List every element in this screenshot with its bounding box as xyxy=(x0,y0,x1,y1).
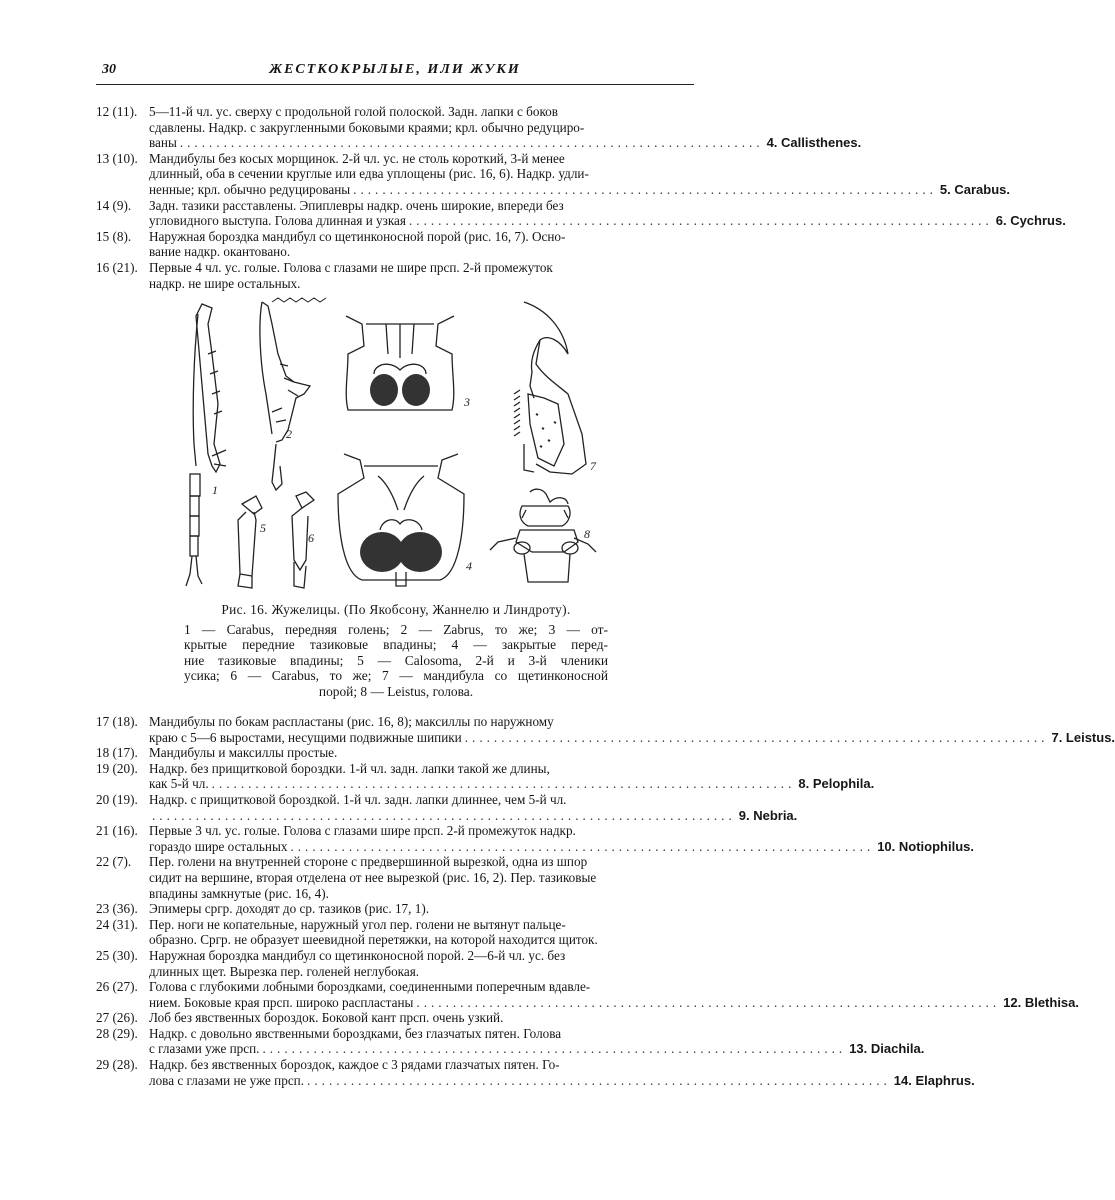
entry-number: 15 (8). xyxy=(96,228,132,244)
key-entry xyxy=(96,745,694,761)
entry-line: надкр. не шире остальных. xyxy=(149,275,301,291)
entry-text xyxy=(149,150,1010,198)
key-entry xyxy=(96,229,694,260)
entry-line: сдавлены. Надкр. с закругленными боковыми краями; крл. обычно редуциро- xyxy=(149,119,585,135)
entry-leader-text: с глазами уже прсп. xyxy=(149,1041,260,1057)
dot-leader: ................................................................................ xyxy=(307,1072,891,1088)
key-entry xyxy=(96,150,1010,198)
caption-line: крытые передние тазиковые впадины; 4 — закрытые перед- xyxy=(184,637,608,653)
entry-text xyxy=(149,823,974,854)
entry-leader-line xyxy=(149,838,974,855)
entry-text xyxy=(149,901,694,917)
entry-line: Пер. голени на внутренней стороне с предвершинной вырезкой, одна из шпор xyxy=(149,854,588,870)
entry-text xyxy=(149,1010,694,1026)
figure-label-7: 7 xyxy=(590,459,596,473)
entry-number: 14 (9). xyxy=(96,197,132,213)
entry-number: 28 (29). xyxy=(96,1025,138,1041)
page-header xyxy=(96,62,694,82)
genus-name: 6. Cychrus. xyxy=(995,213,1066,229)
entry-number: 20 (19). xyxy=(96,791,138,807)
figure-label-5: 5 xyxy=(260,521,266,535)
entry-line: Пер. ноги не копательные, наружный угол пер. голени не вытянут пальце- xyxy=(149,916,566,932)
key-entry xyxy=(96,948,694,979)
key-entry xyxy=(96,197,1066,229)
drawing-7-mandible xyxy=(514,302,586,474)
entry-line: Эпимеры сргр. доходят до ср. тазиков (рис. 17, 1). xyxy=(149,901,430,917)
entry-line: 5—11-й чл. ус. сверху с продольной голой полоской. Задн. лапки с боков xyxy=(149,104,559,119)
entry-leader-line xyxy=(149,1041,925,1057)
entry-line: Мандибулы по бокам распластаны (рис. 16, 8); максиллы по наружному xyxy=(149,714,554,729)
dot-leader: ................................................................................ xyxy=(408,213,993,229)
entry-line: образно. Сргр. не образует шеевидной перетяжки, на которой находится щиток. xyxy=(149,932,598,948)
entry-line: Мандибулы без косых морщинок. 2-й чл. ус. не столь короткий, 3-й менее xyxy=(149,150,565,166)
key-entries-top xyxy=(96,104,1066,291)
genus-name: 8. Pelophila. xyxy=(798,776,875,792)
genus-name: 9. Nebria. xyxy=(738,807,798,823)
entry-number: 18 (17). xyxy=(96,745,138,761)
entry-leader-line xyxy=(149,994,1080,1011)
dot-leader: ................................................................................ xyxy=(152,807,736,823)
caption-line: порой; 8 — Leistus, голова. xyxy=(318,683,474,699)
entry-number: 22 (7). xyxy=(96,854,132,870)
drawing-8-leistus-head xyxy=(490,489,596,582)
entry-text xyxy=(149,760,875,792)
dot-leader: ................................................................................ xyxy=(416,994,1001,1010)
entry-line: Наружная бороздка мандибул со щетинконосной порой (рис. 16, 7). Осно- xyxy=(149,228,566,244)
entry-line: Надкр. с прищитковой бороздкой. 1-й чл. задн. лапки длиннее, чем 5-й чл. xyxy=(149,791,567,807)
dot-leader: ................................................................................ xyxy=(290,838,875,854)
entry-line: Первые 4 чл. ус. голые. Голова с глазами не шире прсп. 2-й промежуток xyxy=(149,259,553,275)
entry-leader-line xyxy=(149,181,1010,198)
caption-line: усика; 6 — Carabus, то же; 7 — мандибула со щетинконосной xyxy=(184,668,608,684)
entry-number: 17 (18). xyxy=(96,714,138,729)
entry-number: 13 (10). xyxy=(96,150,138,166)
key-entry xyxy=(96,901,694,917)
figure-16 xyxy=(168,294,623,598)
figure-caption-title: Рис. 16. Жужелицы. (По Якобсону, Жаннелю и Линдроту). xyxy=(221,602,571,617)
entry-line: длинный, оба в сечении круглые или едва уплощены (рис. 16, 6). Надкр. удли- xyxy=(149,166,589,182)
entry-text xyxy=(149,229,694,260)
figure-16-drawing xyxy=(168,294,623,598)
entry-leader-line xyxy=(149,807,798,824)
entry-line: Голова с глубокими лобными бороздками, соединенными поперечным вдавле- xyxy=(149,979,591,995)
entry-leader-line xyxy=(149,729,1115,746)
entry-number: 27 (26). xyxy=(96,1010,138,1026)
drawing-5-calosoma-antenna xyxy=(238,496,262,588)
entry-number: 26 (27). xyxy=(96,979,138,995)
entry-line: вание надкр. окантовано. xyxy=(149,244,291,260)
page-number: 30 xyxy=(102,62,116,77)
entry-leader-text: угловидного выступа. Голова длинная и узкая xyxy=(149,213,406,229)
key-entry xyxy=(96,979,1080,1010)
entry-text xyxy=(149,1025,925,1057)
entry-number: 21 (16). xyxy=(96,823,138,839)
entry-number: 25 (30). xyxy=(96,947,138,963)
entry-line: Надкр. без прищитковой бороздки. 1-й чл. задн. лапки такой же длины, xyxy=(149,760,550,776)
entry-text xyxy=(149,104,862,151)
running-title: ЖЕСТКОКРЫЛЫЕ, ИЛИ ЖУКИ xyxy=(269,62,521,77)
entry-text xyxy=(149,1057,975,1088)
key-entry xyxy=(96,823,974,854)
genus-name: 13. Diachila. xyxy=(849,1041,925,1057)
entry-line: впадины замкнутые (рис. 16, 4). xyxy=(149,885,329,901)
entry-text xyxy=(149,745,694,761)
figure-label-4: 4 xyxy=(466,559,472,573)
genus-name: 4. Callisthenes. xyxy=(766,135,862,151)
entry-leader-text: как 5-й чл. xyxy=(149,776,209,792)
dot-leader: ................................................................................ xyxy=(211,776,796,792)
entry-leader-line xyxy=(149,776,875,792)
header-rule xyxy=(96,84,694,85)
entry-leader-line xyxy=(149,1072,975,1089)
key-entry xyxy=(96,1010,694,1026)
key-entry xyxy=(96,104,862,151)
entry-text xyxy=(149,917,694,948)
entry-line: длинных щет. Вырезка пер. голеней неглубокая. xyxy=(149,963,420,979)
entry-line: Лоб без явственных бороздок. Боковой кант прсп. очень узкий. xyxy=(149,1010,504,1026)
drawing-3-open-coxal-cavities xyxy=(346,316,454,410)
entry-line: Задн. тазики расставлены. Эпиплевры надкр. очень широкие, впереди без xyxy=(149,197,564,213)
entry-number: 19 (20). xyxy=(96,760,138,776)
entry-leader-text: лова с глазами не уже прсп. xyxy=(149,1072,305,1088)
figure-label-8: 8 xyxy=(584,527,590,541)
key-entry xyxy=(96,917,694,948)
drawing-4-closed-coxal-cavities xyxy=(338,454,464,586)
key-entry xyxy=(96,1025,925,1057)
entry-text xyxy=(149,948,694,979)
genus-name: 14. Elaphrus. xyxy=(893,1072,975,1088)
entry-number: 29 (28). xyxy=(96,1057,138,1073)
entry-number: 12 (11). xyxy=(96,104,138,119)
figure-label-1: 1 xyxy=(212,483,218,497)
entry-line: Наружная бороздка мандибул со щетинконосной порой. 2—6-й чл. ус. без xyxy=(149,947,566,963)
entry-leader-text: краю с 5—6 выростами, несущими подвижные шипики xyxy=(149,729,462,745)
figure-label-6: 6 xyxy=(308,531,314,545)
drawing-1-carabus-tibia xyxy=(186,304,226,586)
entry-text xyxy=(149,979,1080,1010)
entry-line: Надкр. без явственных бороздок, каждое с 3 рядами глазчатых пятен. Го- xyxy=(149,1057,560,1073)
entry-number: 24 (31). xyxy=(96,916,138,932)
dot-leader: ................................................................................ xyxy=(353,181,937,197)
key-entry xyxy=(96,1057,975,1088)
caption-line: ние тазиковые впадины; 5 — Calosoma, 2-й и 3-й членики xyxy=(184,652,608,668)
figure-label-2: 2 xyxy=(286,427,292,441)
entry-leader-text: нием. Боковые края прсп. широко распластаны xyxy=(149,994,414,1010)
drawing-2-zabrus-tibia xyxy=(260,298,326,490)
dot-leader: ................................................................................ xyxy=(262,1041,847,1057)
entry-line: сидит на вершине, вторая отделена от нее вырезкой (рис. 16, 2). Пер. тазиковые xyxy=(149,869,597,885)
entry-line: Надкр. с довольно явственными бороздками, без глазчатых пятен. Голова xyxy=(149,1025,562,1041)
key-entry xyxy=(96,854,694,901)
dot-leader: ................................................................................ xyxy=(179,135,764,151)
caption-line: 1 — Carabus, передняя голень; 2 — Zabrus, то же; 3 — от- xyxy=(184,621,608,637)
entry-number: 16 (21). xyxy=(96,259,138,275)
key-entry xyxy=(96,714,1115,745)
figure-caption xyxy=(184,602,608,700)
entry-text xyxy=(149,854,694,901)
genus-name: 12. Blethisa. xyxy=(1003,994,1080,1010)
entry-leader-text: ненные; крл. обычно редуцированы xyxy=(149,181,351,197)
key-entry xyxy=(96,260,694,291)
entry-text xyxy=(149,197,1066,229)
entry-text xyxy=(149,791,798,823)
entry-line: Мандибулы и максиллы простые. xyxy=(149,745,338,761)
key-entries-bottom xyxy=(96,714,1115,1088)
genus-name: 7. Leistus. xyxy=(1051,729,1115,745)
entry-leader-line xyxy=(149,213,1066,229)
entry-text xyxy=(149,714,1115,745)
dot-leader: ................................................................................ xyxy=(464,729,1049,745)
genus-name: 5. Carabus. xyxy=(939,181,1010,197)
figure-label-3: 3 xyxy=(464,395,470,409)
key-entry xyxy=(96,791,798,823)
entry-leader-text: ваны xyxy=(149,135,177,151)
key-entry xyxy=(96,760,875,792)
entry-text xyxy=(149,260,694,291)
genus-name: 10. Notiophilus. xyxy=(877,838,974,854)
entry-leader-line xyxy=(149,135,862,151)
entry-leader-text: гораздо шире остальных xyxy=(149,838,288,854)
entry-number: 23 (36). xyxy=(96,901,138,917)
entry-line: Первые 3 чл. ус. голые. Голова с глазами шире прсп. 2-й промежуток надкр. xyxy=(149,823,576,839)
